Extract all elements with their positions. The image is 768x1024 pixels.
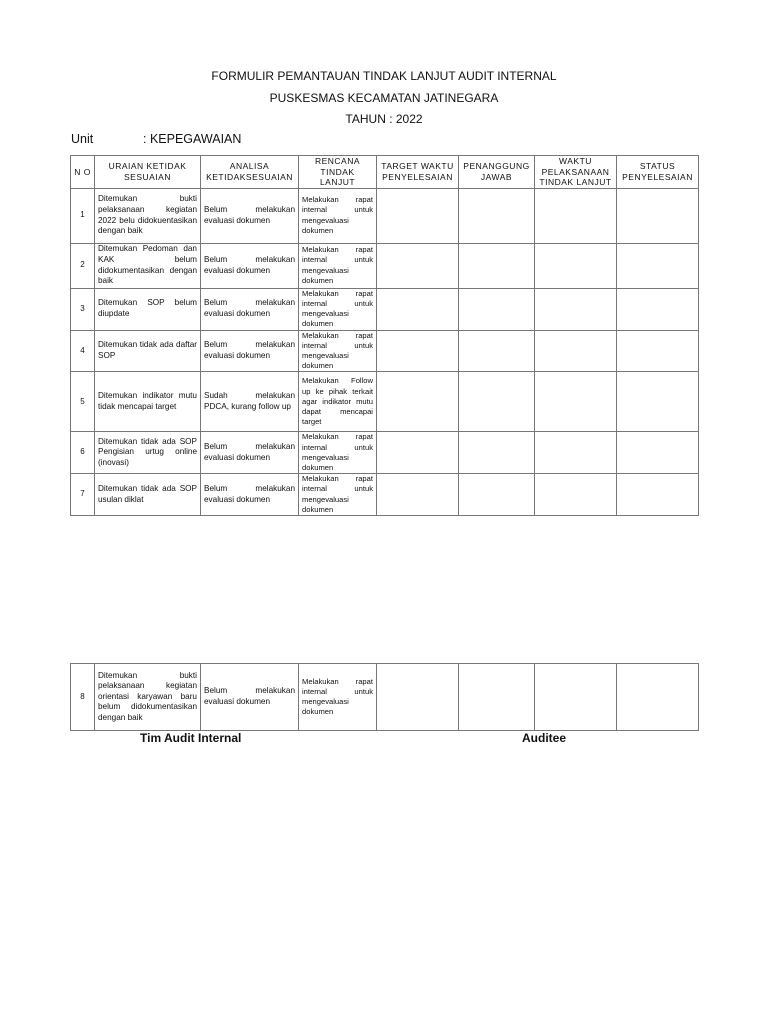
row-status xyxy=(617,432,699,474)
row-penanggung xyxy=(459,288,535,330)
row-no: 1 xyxy=(71,188,95,243)
row-waktu xyxy=(535,372,617,432)
row-uraian: Ditemukan Pedoman dan KAK belum didokumentasikan dengan baik xyxy=(95,243,201,288)
row-target xyxy=(377,330,459,372)
unit-value: : KEPEGAWAIAN xyxy=(143,132,242,146)
row-no: 7 xyxy=(71,474,95,516)
row-status xyxy=(617,188,699,243)
row-target xyxy=(377,372,459,432)
row-penanggung xyxy=(459,188,535,243)
row-target xyxy=(377,243,459,288)
row-waktu xyxy=(535,288,617,330)
table-row xyxy=(71,474,699,516)
row-analisa: Belum melakukan evaluasi dokumen xyxy=(201,330,299,372)
row-no: 4 xyxy=(71,330,95,372)
row-no: 5 xyxy=(71,372,95,432)
row-status xyxy=(617,243,699,288)
row-penanggung xyxy=(459,664,535,731)
row-rencana: Melakukan Follow up ke pihak terkait agar indikator mutu dapat mencapai target xyxy=(299,372,377,432)
col-rencana: RENCANA TINDAK LANJUT xyxy=(299,156,377,189)
row-no: 8 xyxy=(71,664,95,731)
table-row xyxy=(71,664,699,731)
row-status xyxy=(617,664,699,731)
col-waktu: WAKTU PELAKSANAAN TINDAK LANJUT xyxy=(535,156,617,189)
row-target xyxy=(377,664,459,731)
col-uraian: URAIAN KETIDAK SESUAIAN xyxy=(95,156,201,189)
row-analisa: Belum melakukan evaluasi dokumen xyxy=(201,432,299,474)
row-waktu xyxy=(535,474,617,516)
row-penanggung xyxy=(459,330,535,372)
row-analisa: Belum melakukan evaluasi dokumen xyxy=(201,664,299,731)
audit-table xyxy=(70,155,699,516)
table-row xyxy=(71,188,699,243)
row-waktu xyxy=(535,330,617,372)
col-target: TARGET WAKTU PENYELESAIAN xyxy=(377,156,459,189)
col-penanggung: PENANGGUNG JAWAB xyxy=(459,156,535,189)
row-no: 2 xyxy=(71,243,95,288)
institution-name: PUSKESMAS KECAMATAN JATINEGARA xyxy=(269,91,499,105)
row-penanggung xyxy=(459,432,535,474)
table-row xyxy=(71,372,699,432)
row-rencana: Melakukan rapat internal untuk mengevaluasi dokumen xyxy=(299,474,377,516)
table-row xyxy=(71,432,699,474)
row-rencana: Melakukan rapat internal untuk mengevaluasi dokumen xyxy=(299,288,377,330)
table-header-row xyxy=(71,156,699,189)
row-waktu xyxy=(535,664,617,731)
row-penanggung xyxy=(459,372,535,432)
row-rencana: Melakukan rapat internal untuk mengevaluasi dokumen xyxy=(299,432,377,474)
row-waktu xyxy=(535,432,617,474)
row-analisa: Belum melakukan evaluasi dokumen xyxy=(201,474,299,516)
row-target xyxy=(377,432,459,474)
row-target xyxy=(377,188,459,243)
col-no: N O xyxy=(71,156,95,189)
col-analisa: ANALISA KETIDAKSESUAIAN xyxy=(201,156,299,189)
row-waktu xyxy=(535,188,617,243)
row-no: 6 xyxy=(71,432,95,474)
row-uraian: Ditemukan tidak ada SOP usulan diklat xyxy=(95,474,201,516)
col-status: STATUS PENYELESAIAN xyxy=(617,156,699,189)
row-status xyxy=(617,288,699,330)
row-no: 3 xyxy=(71,288,95,330)
row-uraian: Ditemukan tidak ada SOP Pengisian urtug online (inovasi) xyxy=(95,432,201,474)
row-uraian: Ditemukan bukti pelaksanaan kegiatan orientasi karyawan baru belum didokumentasikan dengan baik xyxy=(95,664,201,731)
signature-label-audit-team: Tim Audit Internal xyxy=(140,731,242,745)
row-waktu xyxy=(535,243,617,288)
signature-label-auditee: Auditee xyxy=(522,731,567,745)
row-analisa: Sudah melakukan PDCA, kurang follow up xyxy=(201,372,299,432)
row-uraian: Ditemukan SOP belum diupdate xyxy=(95,288,201,330)
row-rencana: Melakukan rapat internal untuk mengevaluasi dokumen xyxy=(299,664,377,731)
unit-label: Unit xyxy=(71,132,94,146)
row-target xyxy=(377,288,459,330)
row-penanggung xyxy=(459,243,535,288)
row-status xyxy=(617,330,699,372)
row-penanggung xyxy=(459,474,535,516)
row-rencana: Melakukan rapat internal untuk mengevaluasi dokumen xyxy=(299,330,377,372)
table-row xyxy=(71,330,699,372)
row-status xyxy=(617,372,699,432)
row-analisa: Belum melakukan evaluasi dokumen xyxy=(201,288,299,330)
row-uraian: Ditemukan tidak ada daftar SOP xyxy=(95,330,201,372)
row-analisa: Belum melakukan evaluasi dokumen xyxy=(201,188,299,243)
row-uraian: Ditemukan indikator mutu tidak mencapai target xyxy=(95,372,201,432)
row-rencana: Melakukan rapat internal untuk mengevaluasi dokumen xyxy=(299,188,377,243)
table-row xyxy=(71,243,699,288)
row-uraian: Ditemukan bukti pelaksanaan kegiatan 2022 belu didokuentasikan dengan baik xyxy=(95,188,201,243)
form-title: FORMULIR PEMANTAUAN TINDAK LANJUT AUDIT INTERNAL xyxy=(211,69,557,83)
audit-table-continued xyxy=(70,663,699,731)
table-row xyxy=(71,288,699,330)
row-analisa: Belum melakukan evaluasi dokumen xyxy=(201,243,299,288)
row-status xyxy=(617,474,699,516)
row-target xyxy=(377,474,459,516)
year-label: TAHUN : 2022 xyxy=(345,112,423,126)
row-rencana: Melakukan rapat internal untuk mengevaluasi dokumen xyxy=(299,243,377,288)
